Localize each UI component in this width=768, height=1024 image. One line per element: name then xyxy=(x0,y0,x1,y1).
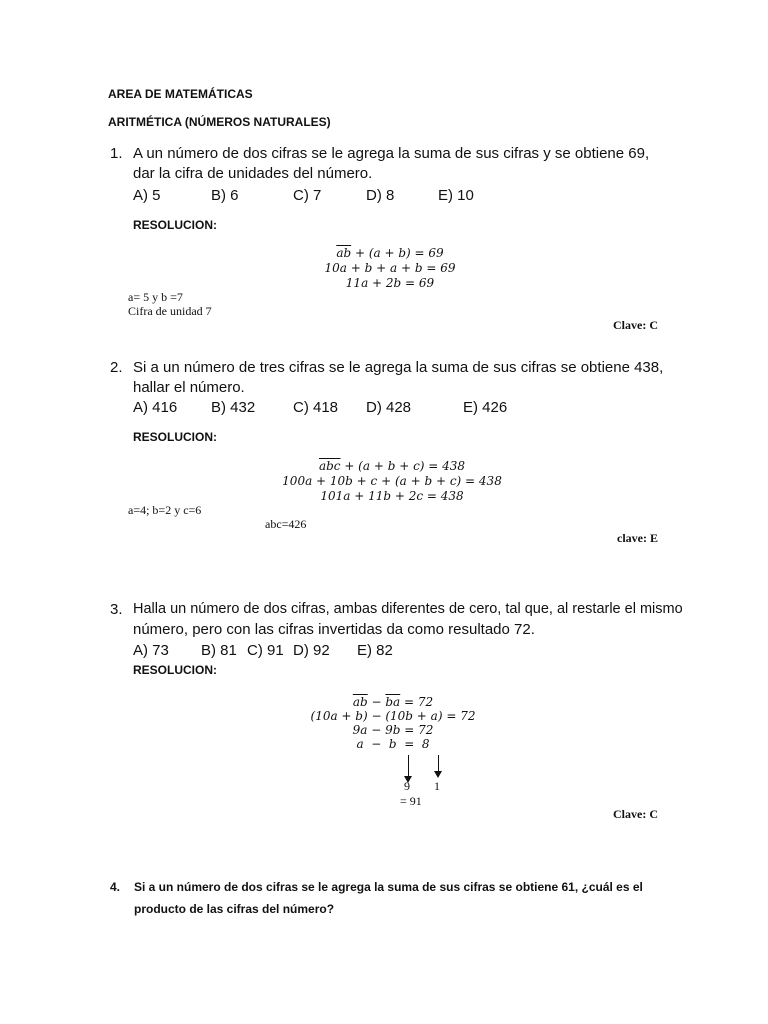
equation-text: a − b = 8 xyxy=(356,737,430,751)
overlined-ba: $\overline{ba}$ xyxy=(385,695,401,709)
overlined-ab: $\overline{ab}$ xyxy=(352,695,368,709)
option-d: D) 8 xyxy=(366,187,395,204)
equation-text: 100a + 10b + c + (a + b + c) = 438 xyxy=(282,474,502,488)
question-text-line1: Si a un número de dos cifras se le agrega la suma de sus cifras se obtiene 61, ¿cuál es el xyxy=(134,880,643,894)
solution-note-1: a= 5 y b =7 xyxy=(128,290,183,304)
resolution-label: RESOLUCION: xyxy=(133,218,217,232)
question-number: 4. xyxy=(110,880,121,894)
question-text-line2: dar la cifra de unidades del número. xyxy=(133,165,373,182)
option-b: B) 81 xyxy=(201,642,237,659)
equation-minus: − xyxy=(367,695,386,709)
equation-line-2 xyxy=(242,474,542,488)
question-text-line2: número, pero con las cifras invertidas da como resultado 72. xyxy=(133,621,535,638)
question-number: 1. xyxy=(110,145,123,162)
question-text-line1: Halla un número de dos cifras, ambas diferentes de cero, tal que, al restarle el mismo xyxy=(133,601,683,617)
overlined-abc: $\overline{abc}$ xyxy=(318,459,341,473)
equation-line-3 xyxy=(240,276,540,290)
equation-text: (10a + b) − (10b + a) = 72 xyxy=(310,709,476,723)
option-c: C) 418 xyxy=(293,399,339,416)
question-text-line2: hallar el número. xyxy=(133,379,245,396)
question-number: 3. xyxy=(110,601,123,618)
option-e: E) 426 xyxy=(463,399,508,416)
solution-note-1: a=4; b=2 y c=6 xyxy=(128,503,202,517)
answer-options xyxy=(133,187,474,204)
area-heading: AREA DE MATEMÁTICAS xyxy=(108,87,253,101)
option-a: A) 5 xyxy=(133,187,161,204)
digit-b: 1 xyxy=(434,779,440,793)
answer-options xyxy=(133,642,393,659)
resolution-label: RESOLUCION: xyxy=(133,663,217,677)
equation-line-3 xyxy=(243,723,543,737)
equation-rest: + (a + b) = 69 xyxy=(351,246,444,260)
option-e: E) 82 xyxy=(357,642,393,659)
answer-options xyxy=(133,399,507,416)
equation-line-2 xyxy=(240,261,540,275)
answer-key: Clave: C xyxy=(613,318,658,332)
option-e: E) 10 xyxy=(438,187,474,204)
option-c: C) 7 xyxy=(293,187,322,204)
equation-rest: + (a + b + c) = 438 xyxy=(340,459,466,473)
equation-line-4 xyxy=(243,737,543,751)
equation-line-1 xyxy=(243,695,543,709)
option-c: C) 91 xyxy=(247,642,284,659)
question-text-line1: Si a un número de tres cifras se le agrega la suma de sus cifras se obtiene 438, xyxy=(133,359,664,376)
equation-line-1 xyxy=(242,459,542,473)
option-a: A) 416 xyxy=(133,399,178,416)
option-a: A) 73 xyxy=(133,642,169,659)
final-result: = 91 xyxy=(400,794,422,808)
question-text-line1: A un número de dos cifras se le agrega la suma de sus cifras y se obtiene 69, xyxy=(133,145,650,162)
overlined-ab: $\overline{ab}$ xyxy=(336,246,352,260)
option-b: B) 6 xyxy=(211,187,239,204)
down-arrow-icon xyxy=(408,755,409,777)
answer-key: clave: E xyxy=(617,531,658,545)
equation-text: 101a + 11b + 2c = 438 xyxy=(320,489,464,503)
digit-a: 9 xyxy=(404,779,410,793)
question-number: 2. xyxy=(110,359,123,376)
option-b: B) 432 xyxy=(211,399,256,416)
down-arrow-icon xyxy=(438,755,439,772)
option-d: D) 428 xyxy=(366,399,412,416)
option-d: D) 92 xyxy=(293,642,330,659)
topic-heading: ARITMÉTICA (NÚMEROS NATURALES) xyxy=(108,115,331,129)
equation-line-2 xyxy=(243,709,543,723)
solution-note-2: abc=426 xyxy=(265,517,307,531)
equation-rest: = 72 xyxy=(400,695,434,709)
solution-note-2: Cifra de unidad 7 xyxy=(128,304,212,318)
question-text-line2: producto de las cifras del número? xyxy=(134,902,335,916)
answer-key: Clave: C xyxy=(613,807,658,821)
equation-text: 10a + b + a + b = 69 xyxy=(324,261,456,275)
equation-text: 11a + 2b = 69 xyxy=(345,276,435,290)
equation-line-1 xyxy=(240,246,540,260)
equation-text: 9a − 9b = 72 xyxy=(352,723,434,737)
equation-line-3 xyxy=(242,489,542,503)
resolution-label: RESOLUCION: xyxy=(133,430,217,444)
